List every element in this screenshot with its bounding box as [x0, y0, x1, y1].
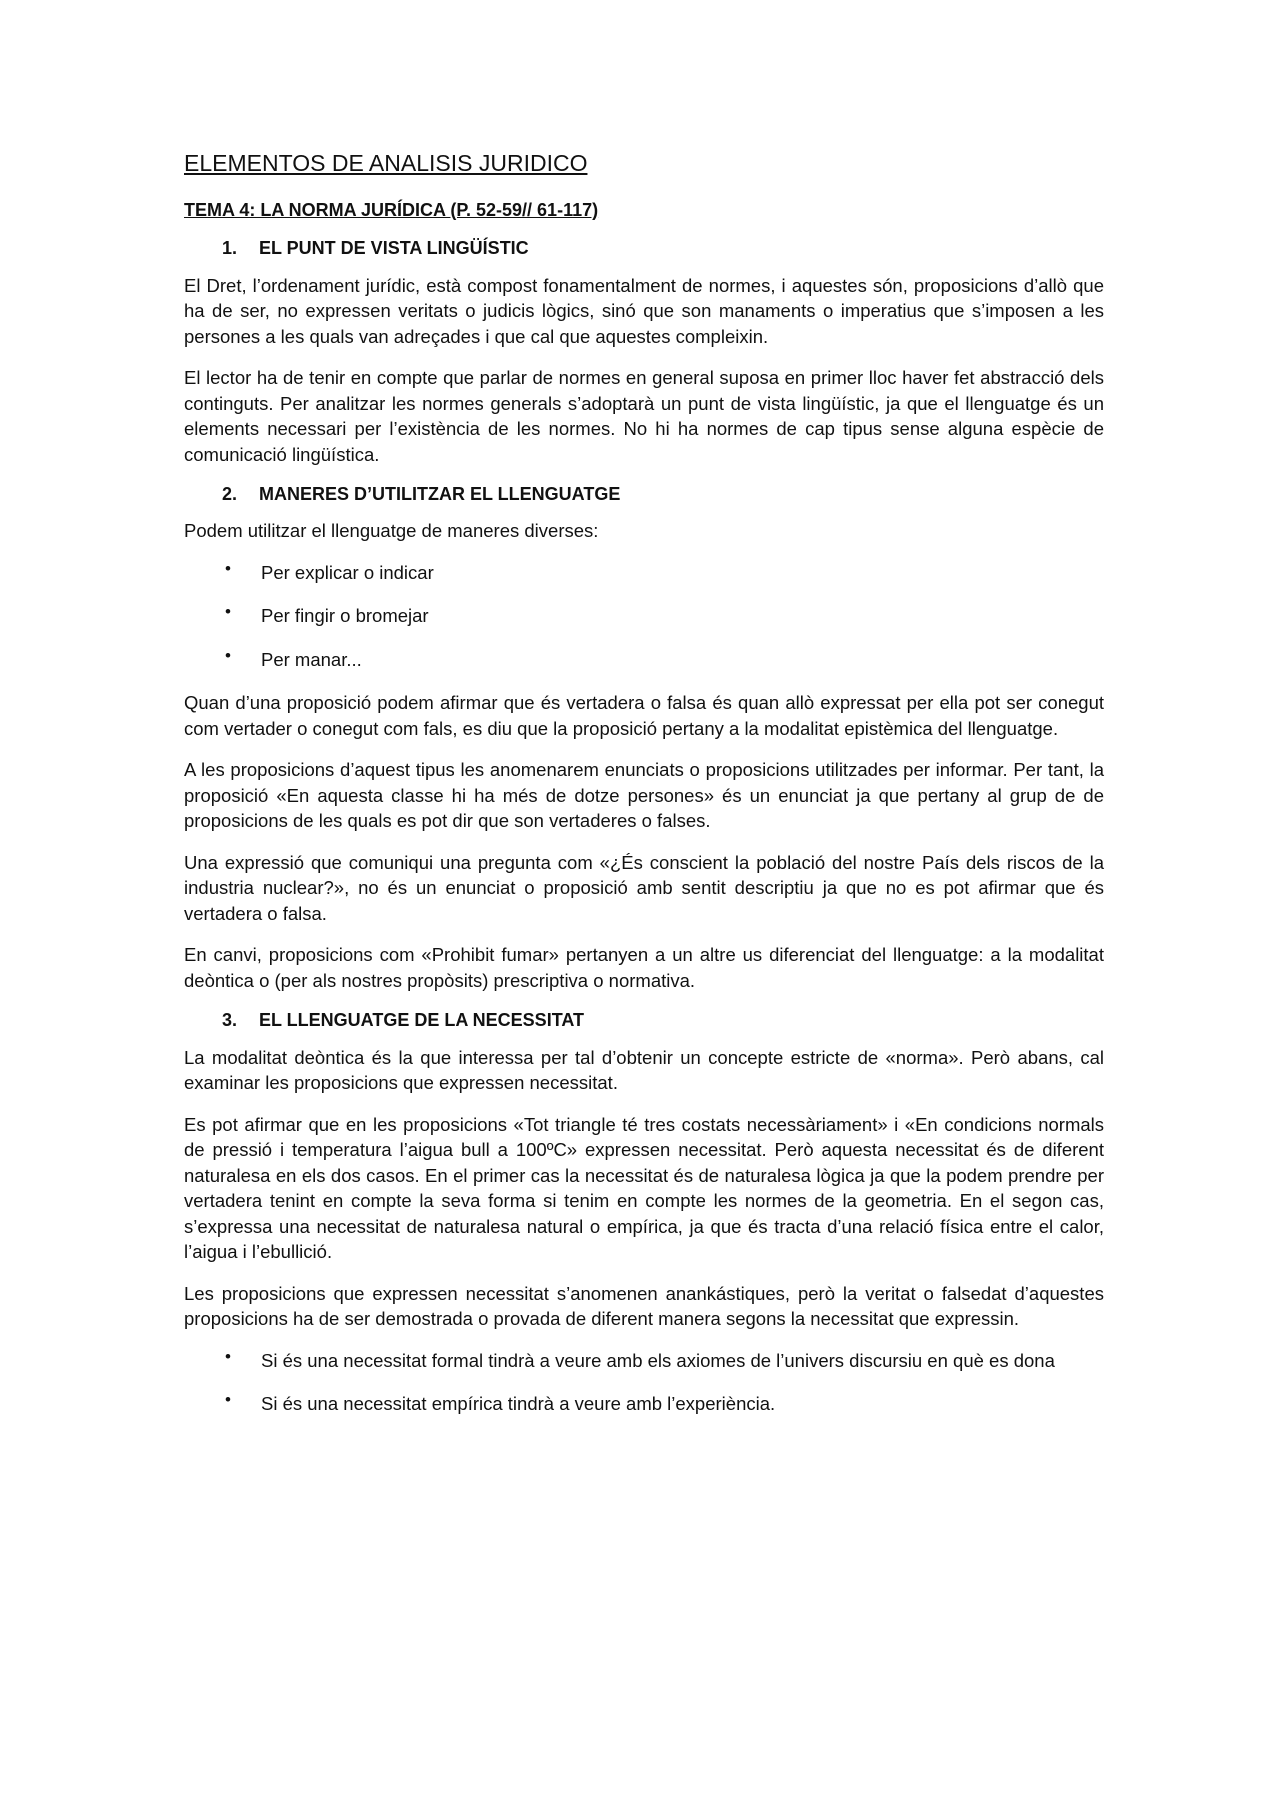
paragraph: El Dret, l’ordenament jurídic, està compost fonamentalment de normes, i aquestes són, proposicions d’allò que ha de ser, no expressen veritats o judicis lògics, sinó que son manaments o imperatius que s’imposen a les persones a les quals van adreçades i que cal que aquestes compleixin. — [184, 274, 1104, 347]
list-item-text: Per fingir o bromejar — [261, 605, 429, 627]
section-heading-1 — [222, 237, 1104, 260]
bullet-list — [184, 1348, 1104, 1417]
section-title: MANERES D’UTILITZAR EL LLENGUATGE — [259, 484, 621, 505]
list-item — [184, 1391, 1104, 1417]
bullet-icon: • — [225, 1346, 231, 1366]
section-title: EL PUNT DE VISTA LINGÜÍSTIC — [259, 238, 529, 259]
list-item-text: Per explicar o indicar — [261, 561, 434, 583]
bullet-icon: • — [225, 602, 231, 622]
section-number: 2. — [222, 484, 238, 505]
paragraph: Es pot afirmar que en les proposicions «Tot triangle té tres costats necessàriament» i «En condicions normals de pressió i temperatura l’aigua bull a 100ºC» expressen necessitat. Però aquesta necessitat és de diferent naturalesa en els dos casos. En el primer cas la necessitat és de naturalesa lògica ja que la podem prendre per vertadera tenint en compte la seva forma si tenim en compte les normes de la geometria. En el segon cas, s’expressa una necessitat de naturalesa natural o empírica, ja que és tracta d’una relació física entre el calor, l’aigua i l’ebullició. — [184, 1113, 1104, 1263]
paragraph: En canvi, proposicions com «Prohibit fumar» pertanyen a un altre us diferenciat del llenguatge: a la modalitat deòntica o (per als nostres propòsits) prescriptiva o normativa. — [184, 944, 1104, 991]
bullet-list — [184, 560, 1104, 673]
bullet-icon: • — [225, 645, 231, 665]
list-item-text: Si és una necessitat empírica tindrà a veure amb l’experiència. — [261, 1393, 776, 1415]
list-item — [184, 603, 1104, 629]
paragraph: Quan d’una proposició podem afirmar que és vertadera o falsa és quan allò expressat per ella pot ser conegut com vertader o conegut com fals, es diu que la proposició pertany a la modalitat epistèmica del llenguatge. — [184, 692, 1104, 739]
list-item-text: Per manar... — [261, 648, 362, 670]
paragraph: La modalitat deòntica és la que interessa per tal d’obtenir un concepte estricte de «norma». Però abans, cal examinar les proposicions que expressen necessitat. — [184, 1046, 1104, 1094]
section-number: 1. — [222, 238, 238, 259]
list-item — [184, 1348, 1104, 1374]
bullet-icon: • — [225, 558, 231, 578]
document-page — [184, 150, 1104, 1435]
section-heading-3 — [222, 1009, 1104, 1032]
section-title: EL LLENGUATGE DE LA NECESSITAT — [259, 1010, 585, 1031]
list-item — [184, 647, 1104, 673]
paragraph: Una expressió que comuniqui una pregunta com «¿És conscient la població del nostre País dels riscos de la industria nuclear?», no és un enunciat o proposició amb sentit descriptiu ja que no es pot afirmar que és vertadera o falsa. — [184, 851, 1104, 924]
section-heading-2 — [222, 483, 1104, 506]
section-number: 3. — [222, 1010, 238, 1031]
document-subtitle: TEMA 4: LA NORMA JURÍDICA (P. 52-59// 61-117) — [184, 199, 599, 220]
paragraph: A les proposicions d’aquest tipus les anomenarem enunciats o proposicions utilitzades per informar. Per tant, la proposició «En aquesta classe hi ha més de dotze persones» és un enunciat ja que pertany al grup de de proposicions de les quals es pot dir que son vertaderes o falses. — [184, 759, 1104, 832]
list-item — [184, 560, 1104, 586]
paragraph: Les proposicions que expressen necessitat s’anomenen anankástiques, però la veritat o falsedat d’aquestes proposicions ha de ser demostrada o provada de diferent manera segons la necessitat que expressin. — [184, 1282, 1104, 1330]
bullet-icon: • — [225, 1390, 231, 1410]
paragraph: El lector ha de tenir en compte que parlar de normes en general suposa en primer lloc haver fet abstracció dels continguts. Per analitzar les normes generals s’adoptarà un punt de vista lingüístic, ja que el llenguatge és un elements necessari per l’existència de les normes. No hi ha normes de cap tipus sense alguna espècie de comunicació lingüística. — [184, 367, 1104, 465]
paragraph: Podem utilitzar el llenguatge de maneres diverses: — [184, 520, 599, 542]
document-title: ELEMENTOS DE ANALISIS JURIDICO — [184, 150, 588, 176]
list-item-text: Si és una necessitat formal tindrà a veure amb els axiomes de l’univers discursiu en què es dona — [261, 1349, 1055, 1371]
